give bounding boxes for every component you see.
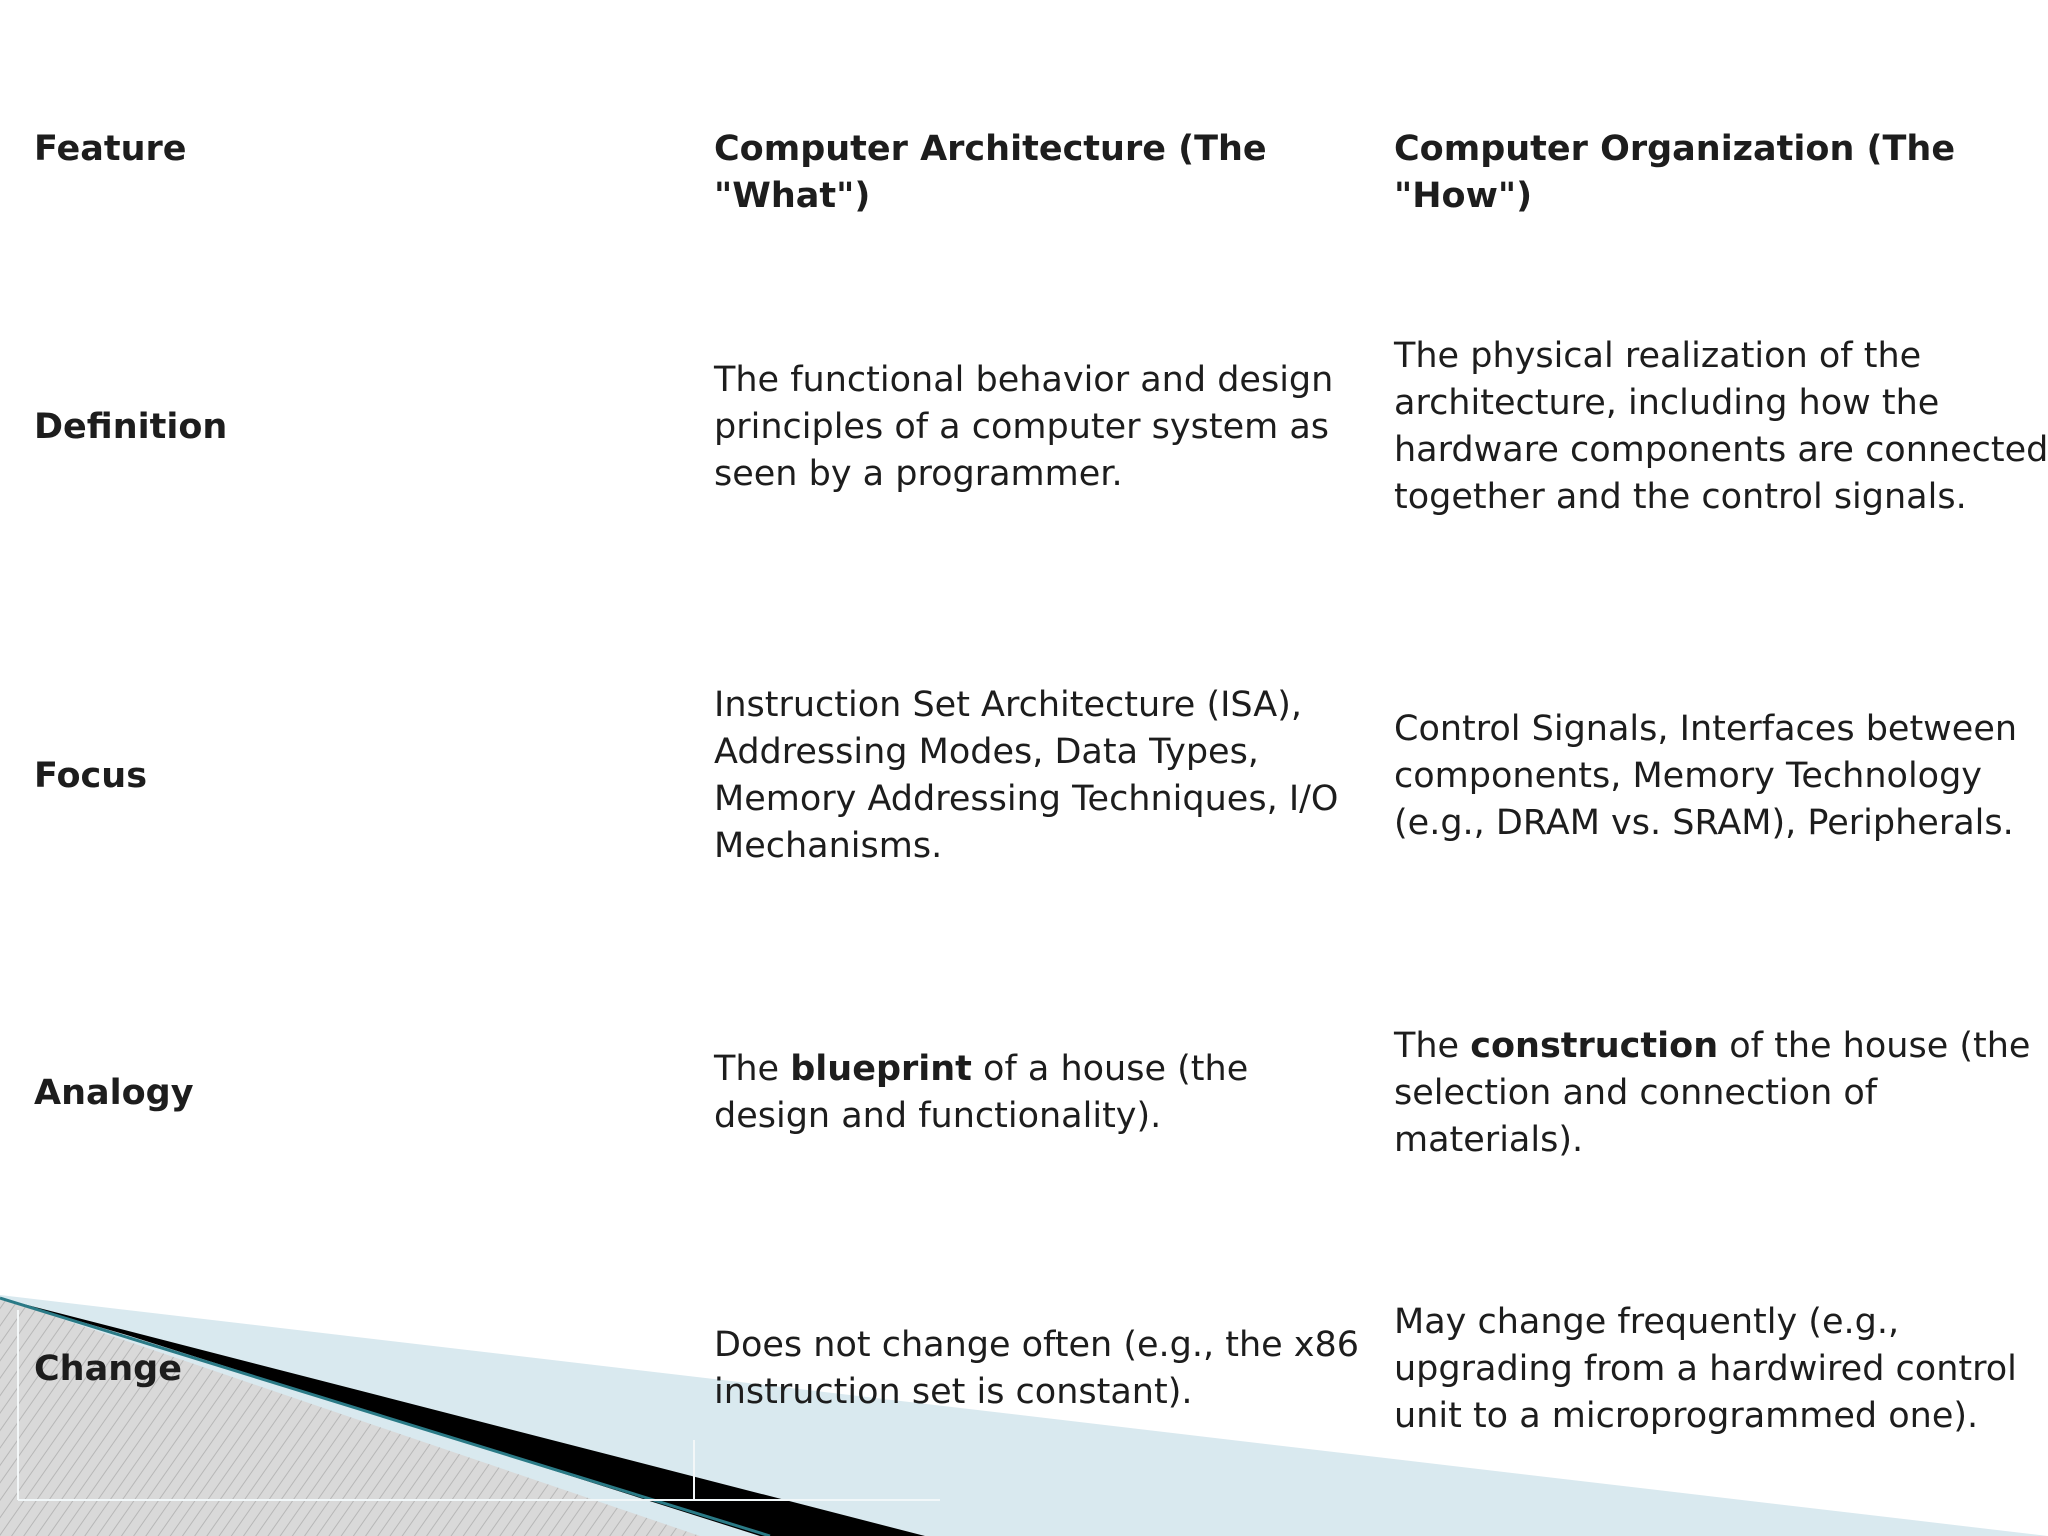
focus-organization-text: Control Signals, Interfaces between components, Memory Technology (e.g., DRAM vs. SRAM), Peripherals. xyxy=(1394,708,2018,843)
focus-architecture-cell xyxy=(714,682,1374,870)
analogy-architecture-text xyxy=(714,1046,1374,1140)
definition-organization-text: The physical realization of the architecture, including how the hardware components are connected together and the control signals. xyxy=(1394,336,2048,517)
definition-architecture-text: The functional behavior and design principles of a computer system as seen by a programmer. xyxy=(714,359,1334,494)
analogy-organization-text xyxy=(1394,1023,2048,1164)
analogy-architecture-cell xyxy=(714,1045,1374,1141)
focus-architecture-text: Instruction Set Architecture (ISA), Addressing Modes, Data Types, Memory Addressing Techniques, I/O Mechanisms. xyxy=(714,685,1339,866)
analogy-architecture-bold: blueprint xyxy=(790,1049,972,1089)
change-label-text: Change xyxy=(34,1348,182,1389)
change-architecture-cell xyxy=(714,1294,1374,1444)
change-architecture-text: Does not change often (e.g., the x86 instruction set is constant). xyxy=(714,1325,1360,1412)
row-label-change xyxy=(34,1294,674,1444)
analogy-organization-after: of the house (the selection and connection of materials). xyxy=(1394,1025,2031,1160)
row-label-analogy xyxy=(34,1045,674,1141)
analogy-architecture-after: of a house (the design and functionality). xyxy=(714,1049,1249,1136)
analogy-organization-cell xyxy=(1394,1025,2048,1160)
change-organization-cell xyxy=(1394,1294,2048,1444)
analogy-organization-before: The xyxy=(1394,1025,1471,1066)
definition-organization-cell xyxy=(1394,333,2048,521)
change-organization-text: May change frequently (e.g., upgrading from a hardwired control unit to a microprogrammed one). xyxy=(1394,1301,2017,1436)
definition-architecture-cell xyxy=(714,333,1374,521)
definition-label-text: Definition xyxy=(34,406,228,447)
analogy-label-text: Analogy xyxy=(34,1072,194,1113)
header-feature: Feature xyxy=(34,129,187,169)
focus-label-text: Focus xyxy=(34,755,148,796)
analogy-organization-bold: construction xyxy=(1470,1025,1719,1066)
header-computer-architecture: Computer Architecture (The "What") xyxy=(714,129,1267,216)
row-label-focus xyxy=(34,682,674,870)
focus-organization-cell xyxy=(1394,682,2048,870)
header-computer-organization: Computer Organization (The "How") xyxy=(1394,129,1956,216)
row-label-definition xyxy=(34,333,674,521)
analogy-architecture-before: The xyxy=(714,1049,791,1089)
